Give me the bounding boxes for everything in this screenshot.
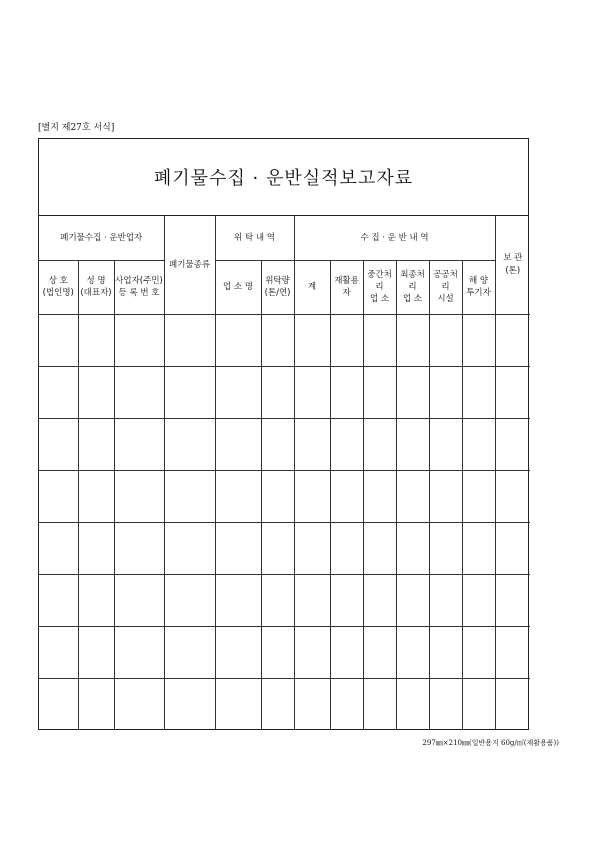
entry-cell[interactable] xyxy=(78,522,114,574)
entry-cell[interactable] xyxy=(114,314,164,366)
entry-cell[interactable] xyxy=(294,366,330,418)
representative-header-line1: 성 명 xyxy=(86,275,106,286)
storage-header-line2: (톤) xyxy=(505,265,521,276)
entry-cell[interactable] xyxy=(39,470,78,522)
entry-cell[interactable] xyxy=(396,418,429,470)
entry-cell[interactable] xyxy=(462,314,495,366)
entry-cell[interactable] xyxy=(429,626,462,678)
company-header-line1: 상 호 xyxy=(48,275,68,286)
table-row xyxy=(39,626,530,678)
entry-cell[interactable] xyxy=(330,522,363,574)
entry-cell[interactable] xyxy=(78,314,114,366)
entry-cell[interactable] xyxy=(215,678,261,730)
entry-cell[interactable] xyxy=(78,366,114,418)
entry-cell[interactable] xyxy=(164,418,215,470)
entry-cell[interactable] xyxy=(78,678,114,730)
registration-number-header xyxy=(114,260,164,314)
table-row xyxy=(39,678,530,730)
intermediate-header-line1: 중간처리 xyxy=(367,269,392,292)
entry-cell[interactable] xyxy=(78,574,114,626)
entry-cell[interactable] xyxy=(396,314,429,366)
entry-cell[interactable] xyxy=(78,470,114,522)
entry-cell[interactable] xyxy=(294,626,330,678)
final-header xyxy=(396,260,429,314)
consign-amount-header xyxy=(261,260,294,314)
entry-cell[interactable] xyxy=(164,626,215,678)
entry-cell[interactable] xyxy=(396,366,429,418)
entry-cell[interactable] xyxy=(429,522,462,574)
entry-cell[interactable] xyxy=(330,678,363,730)
transport-group-header: 수 집 · 운 반 내 역 xyxy=(294,216,495,260)
paper-spec-footer: 297㎜×210㎜(일반용지 60g/㎡(재활용품)) xyxy=(422,739,559,747)
entry-cell[interactable] xyxy=(39,522,78,574)
entry-cell[interactable] xyxy=(261,574,294,626)
entry-cell[interactable] xyxy=(164,470,215,522)
entry-cell[interactable] xyxy=(39,366,78,418)
entry-cell[interactable] xyxy=(114,626,164,678)
data-rows xyxy=(39,314,530,730)
entry-cell[interactable] xyxy=(462,626,495,678)
entry-cell[interactable] xyxy=(396,574,429,626)
table-row xyxy=(39,470,530,522)
entry-cell[interactable] xyxy=(39,314,78,366)
entry-cell[interactable] xyxy=(462,366,495,418)
entry-cell[interactable] xyxy=(429,366,462,418)
entry-cell[interactable] xyxy=(495,366,530,418)
entry-cell[interactable] xyxy=(363,678,396,730)
entry-cell[interactable] xyxy=(495,626,530,678)
entry-cell[interactable] xyxy=(462,418,495,470)
entry-cell[interactable] xyxy=(363,470,396,522)
entry-cell[interactable] xyxy=(396,470,429,522)
entry-cell[interactable] xyxy=(114,678,164,730)
entry-cell[interactable] xyxy=(294,418,330,470)
entry-cell[interactable] xyxy=(330,418,363,470)
consign-amount-header-line2: (톤/연) xyxy=(264,288,291,298)
entry-cell[interactable] xyxy=(330,314,363,366)
entry-cell[interactable] xyxy=(294,522,330,574)
entry-cell[interactable] xyxy=(396,522,429,574)
entry-cell[interactable] xyxy=(39,678,78,730)
table-row xyxy=(39,418,530,470)
entry-cell[interactable] xyxy=(294,574,330,626)
storage-header-line1: 보 관 xyxy=(503,253,523,264)
entry-cell[interactable] xyxy=(261,366,294,418)
entry-cell[interactable] xyxy=(114,470,164,522)
entry-cell[interactable] xyxy=(495,418,530,470)
entry-cell[interactable] xyxy=(396,678,429,730)
entry-cell[interactable] xyxy=(429,314,462,366)
entry-cell[interactable] xyxy=(215,314,261,366)
final-header-line2: 업 소 xyxy=(402,294,423,305)
entry-cell[interactable] xyxy=(396,626,429,678)
entry-cell[interactable] xyxy=(215,418,261,470)
entry-cell[interactable] xyxy=(215,470,261,522)
entry-cell[interactable] xyxy=(363,574,396,626)
consign-amount-header-line1: 위탁량 xyxy=(265,275,290,286)
company-header xyxy=(39,260,78,314)
entry-cell[interactable] xyxy=(39,418,78,470)
report-table xyxy=(39,216,530,730)
entry-cell[interactable] xyxy=(164,314,215,366)
entry-cell[interactable] xyxy=(39,626,78,678)
entry-cell[interactable] xyxy=(294,470,330,522)
entry-cell[interactable] xyxy=(330,366,363,418)
entry-cell[interactable] xyxy=(462,574,495,626)
entry-cell[interactable] xyxy=(261,678,294,730)
consign-business-header: 업 소 명 xyxy=(215,260,261,314)
total-header: 계 xyxy=(294,260,330,314)
entry-cell[interactable] xyxy=(495,314,530,366)
registration-number-header-line2: 등 록 번 호 xyxy=(118,288,160,298)
entry-cell[interactable] xyxy=(39,574,78,626)
ocean-dump-header-line1: 해 양 xyxy=(468,275,489,286)
entry-cell[interactable] xyxy=(114,574,164,626)
entry-cell[interactable] xyxy=(363,626,396,678)
entry-cell[interactable] xyxy=(215,574,261,626)
entry-cell[interactable] xyxy=(215,366,261,418)
entry-cell[interactable] xyxy=(114,418,164,470)
table-row xyxy=(39,522,530,574)
entry-cell[interactable] xyxy=(330,574,363,626)
public-facility-header xyxy=(429,260,462,314)
form-title: 폐기물수집 · 운반실적보고자료 xyxy=(153,168,414,189)
entry-cell[interactable] xyxy=(114,522,164,574)
entry-cell[interactable] xyxy=(429,470,462,522)
entry-cell[interactable] xyxy=(330,626,363,678)
representative-header-line2: (대표자) xyxy=(80,288,112,298)
ocean-dump-header-line2: 투기자 xyxy=(466,288,491,298)
form-number-label: [별지 제27호 서식] xyxy=(38,123,115,133)
recycler-header: 재활용자 xyxy=(330,260,363,314)
entry-cell[interactable] xyxy=(294,678,330,730)
ocean-dump-header xyxy=(462,260,495,314)
final-header-line1: 최종처리 xyxy=(400,269,425,292)
entry-cell[interactable] xyxy=(261,522,294,574)
entry-cell[interactable] xyxy=(215,522,261,574)
report-form xyxy=(38,138,529,730)
public-facility-header-line2: 시설 xyxy=(437,294,454,305)
title-bar xyxy=(39,139,528,216)
entry-cell[interactable] xyxy=(261,314,294,366)
entry-cell[interactable] xyxy=(215,626,261,678)
entry-cell[interactable] xyxy=(164,678,215,730)
entry-cell[interactable] xyxy=(164,366,215,418)
entry-cell[interactable] xyxy=(429,574,462,626)
entry-cell[interactable] xyxy=(330,470,363,522)
entry-cell[interactable] xyxy=(363,314,396,366)
entry-cell[interactable] xyxy=(294,314,330,366)
waste-type-header: 폐기물종류 xyxy=(164,216,215,314)
entry-cell[interactable] xyxy=(429,418,462,470)
entry-cell[interactable] xyxy=(261,626,294,678)
entry-cell[interactable] xyxy=(363,522,396,574)
entry-cell[interactable] xyxy=(495,470,530,522)
entry-cell[interactable] xyxy=(462,470,495,522)
registration-number-header-line1: 사업자(주민) xyxy=(115,275,163,286)
entry-cell[interactable] xyxy=(462,522,495,574)
entry-cell[interactable] xyxy=(462,678,495,730)
storage-header xyxy=(495,216,530,314)
entry-cell[interactable] xyxy=(78,626,114,678)
collector-group-header: 폐기물수집 · 운반업자 xyxy=(39,216,164,260)
representative-header xyxy=(78,260,114,314)
entry-cell[interactable] xyxy=(363,418,396,470)
table-row xyxy=(39,574,530,626)
public-facility-header-line1: 공공처리 xyxy=(433,269,458,292)
entry-cell[interactable] xyxy=(261,418,294,470)
intermediate-header xyxy=(363,260,396,314)
table-row xyxy=(39,366,530,418)
entry-cell[interactable] xyxy=(495,678,530,730)
entry-cell[interactable] xyxy=(164,522,215,574)
entry-cell[interactable] xyxy=(363,366,396,418)
company-header-line2: (법인명) xyxy=(42,288,74,298)
consign-group-header: 위 탁 내 역 xyxy=(215,216,294,260)
entry-cell[interactable] xyxy=(429,678,462,730)
entry-cell[interactable] xyxy=(495,574,530,626)
entry-cell[interactable] xyxy=(261,470,294,522)
entry-cell[interactable] xyxy=(495,522,530,574)
intermediate-header-line2: 업 소 xyxy=(369,294,390,305)
entry-cell[interactable] xyxy=(164,574,215,626)
table-row xyxy=(39,314,530,366)
entry-cell[interactable] xyxy=(78,418,114,470)
entry-cell[interactable] xyxy=(114,366,164,418)
